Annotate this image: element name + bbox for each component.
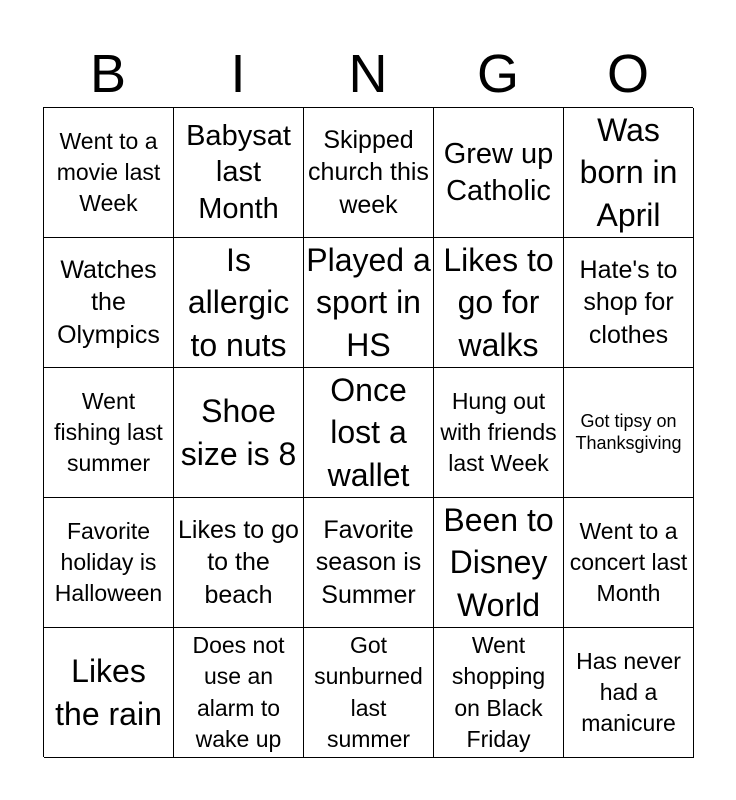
cell-text: Got tipsy on Thanksgiving xyxy=(575,410,682,453)
cell-text: Likes to go for walks xyxy=(443,242,554,363)
bingo-cell[interactable] xyxy=(434,108,564,238)
cell-text: Played a sport in HS xyxy=(306,242,431,363)
bingo-cell[interactable] xyxy=(564,368,694,498)
cell-text: Went fishing last summer xyxy=(54,387,163,477)
bingo-cell[interactable] xyxy=(564,108,694,238)
cell-text: Watches the Olympics xyxy=(57,255,160,349)
bingo-cell[interactable] xyxy=(434,628,564,758)
header-letter-n: N xyxy=(348,44,388,104)
bingo-cell[interactable] xyxy=(434,368,564,498)
bingo-cell[interactable] xyxy=(564,628,694,758)
header-letter-g: G xyxy=(476,44,519,104)
bingo-cell[interactable] xyxy=(304,498,434,628)
bingo-header xyxy=(43,40,693,108)
bingo-cell[interactable] xyxy=(304,108,434,238)
header-letter-o: O xyxy=(606,44,649,104)
cell-text: Got sunburned last summer xyxy=(314,632,423,752)
bingo-cell[interactable] xyxy=(304,628,434,758)
bingo-cell[interactable] xyxy=(174,108,304,238)
bingo-board xyxy=(43,107,693,757)
cell-text: Likes to go to the beach xyxy=(178,515,299,609)
cell-text: Does not use an alarm to wake up xyxy=(192,632,285,752)
bingo-cell[interactable] xyxy=(564,238,694,368)
bingo-cell[interactable] xyxy=(44,238,174,368)
bingo-cell[interactable] xyxy=(304,238,434,368)
bingo-cell[interactable] xyxy=(564,498,694,628)
cell-text: Been to Disney World xyxy=(443,502,554,623)
cell-text: Went to a concert last Month xyxy=(569,517,688,607)
cell-text: Favorite holiday is Halloween xyxy=(54,517,163,607)
cell-text: Hung out with friends last Week xyxy=(440,387,557,477)
cell-text: Grew up Catholic xyxy=(443,138,554,207)
bingo-cell[interactable] xyxy=(44,498,174,628)
bingo-cell[interactable] xyxy=(174,498,304,628)
cell-text: Likes the rain xyxy=(55,653,162,732)
cell-text: Shoe size is 8 xyxy=(180,393,297,472)
cell-text: Babysat last Month xyxy=(186,120,291,225)
bingo-cell[interactable] xyxy=(304,368,434,498)
bingo-cell[interactable] xyxy=(174,628,304,758)
bingo-cell[interactable] xyxy=(174,368,304,498)
cell-text: Went to a movie last Week xyxy=(56,127,161,217)
cell-text: Once lost a wallet xyxy=(327,372,410,493)
bingo-cell[interactable] xyxy=(434,498,564,628)
header-letter-b: B xyxy=(89,44,127,104)
bingo-cell[interactable] xyxy=(174,238,304,368)
bingo-cell[interactable] xyxy=(44,628,174,758)
cell-text: Hate's to shop for clothes xyxy=(579,255,678,349)
header-letter-i: I xyxy=(230,44,246,104)
bingo-cell[interactable] xyxy=(434,238,564,368)
cell-text: Has never had a manicure xyxy=(576,647,681,737)
cell-text: Is allergic to nuts xyxy=(187,242,290,363)
bingo-cell[interactable] xyxy=(44,108,174,238)
cell-text: Went shopping on Black Friday xyxy=(451,632,546,752)
bingo-cell[interactable] xyxy=(44,368,174,498)
cell-text: Favorite season is Summer xyxy=(315,515,422,609)
cell-text: Was born in April xyxy=(579,112,678,233)
cell-text: Skipped church this week xyxy=(308,125,429,219)
